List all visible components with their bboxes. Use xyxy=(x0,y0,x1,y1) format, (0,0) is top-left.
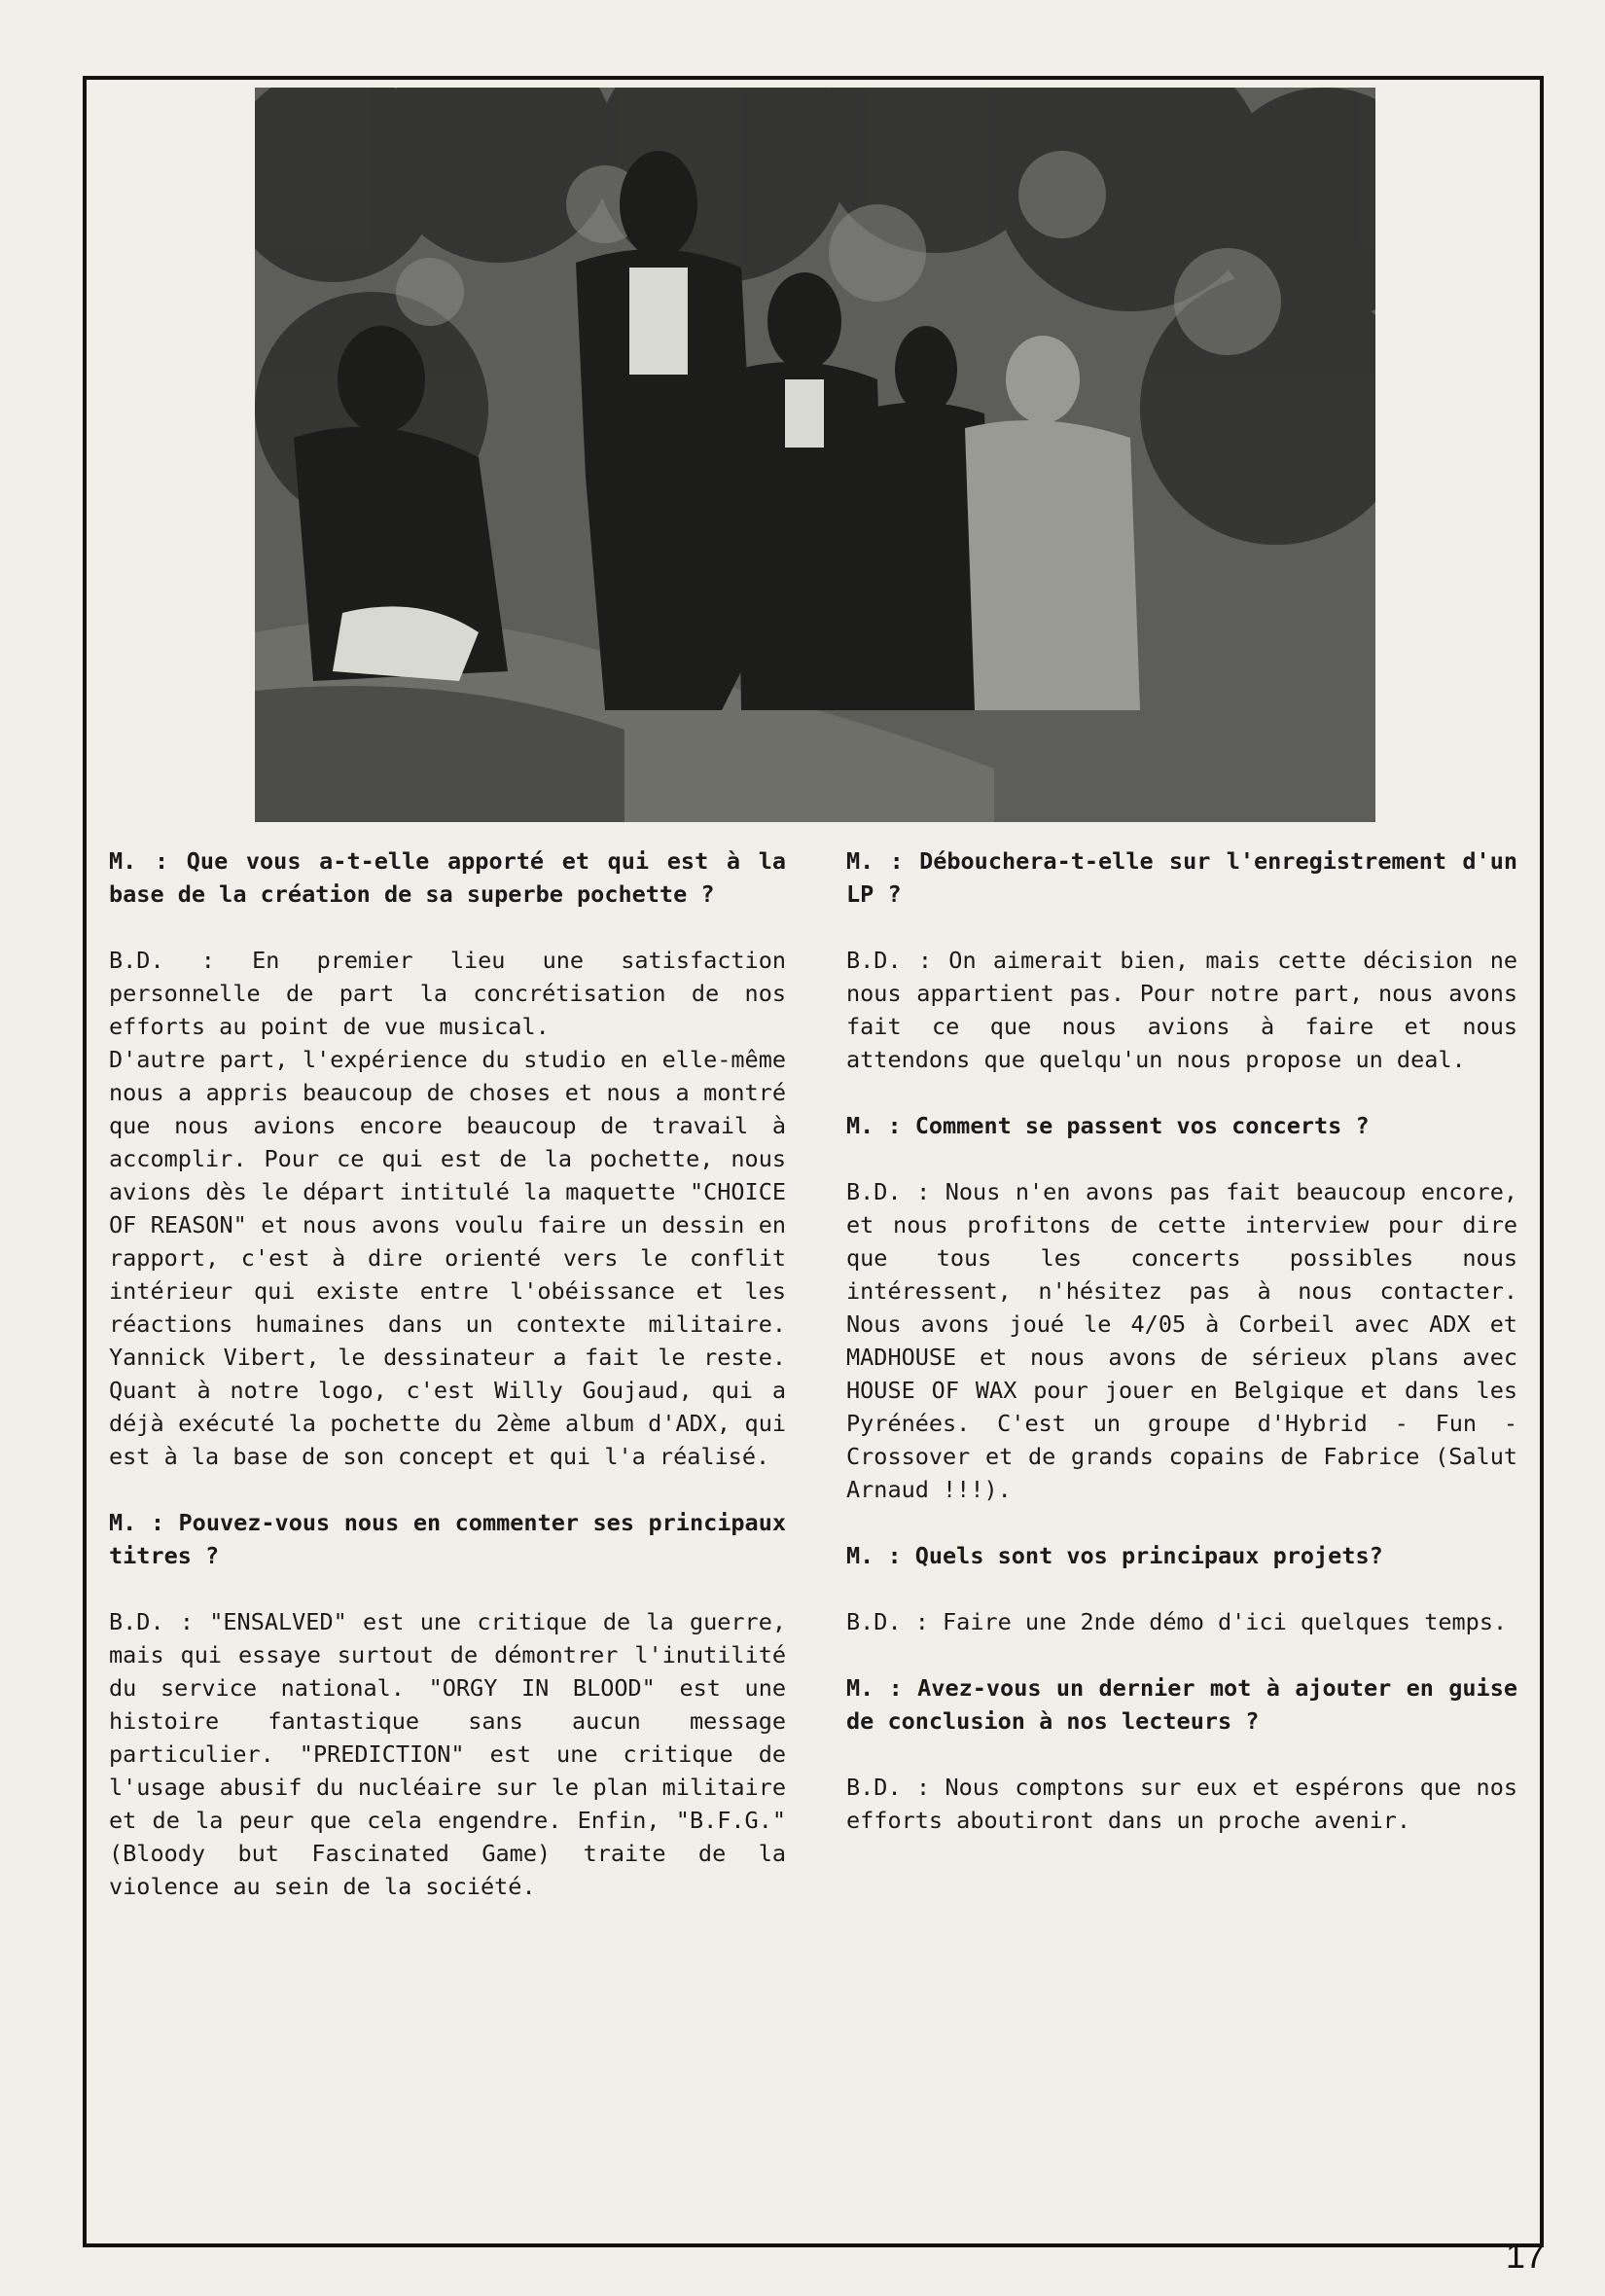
interview-answer: D'autre part, l'expérience du studio en elle-même nous a appris beaucoup de choses et nous a montré que nous avions encore beaucoup de travail à accomplir. Pour ce qui est de la pochette, nous avions dès le départ intitulé la maquette "CHOICE OF REASON" et nous avons voulu faire un dessin en rapport, c'est à dire orienté vers le conflit intérieur qui existe entre l'obéissance et les réactions humaines dans un contexte militaire. Yannick Vibert, le dessinateur a fait le reste. Quant à notre logo, c'est Willy Goujaud, qui a déjà exécuté la pochette du 2ème album d'ADX, qui est à la base de son concept et qui l'a réalisé. xyxy=(109,1046,786,1470)
band-photo xyxy=(255,88,1375,822)
left-column xyxy=(109,844,786,1936)
page-number: 17 xyxy=(1505,2236,1545,2276)
interview-question: M. : Pouvez-vous nous en commenter ses principaux titres ? xyxy=(109,1509,786,1569)
interview-question: M. : Que vous a-t-elle apporté et qui est à la base de la création de sa superbe pochette ? xyxy=(109,847,786,908)
right-column xyxy=(846,844,1517,1870)
interview-question: M. : Quels sont vos principaux projets? xyxy=(846,1542,1383,1569)
interview-question: M. : Débouchera-t-elle sur l'enregistrement d'un LP ? xyxy=(846,847,1517,908)
interview-answer: B.D. : Faire une 2nde démo d'ici quelques temps. xyxy=(846,1608,1508,1635)
interview-answer: B.D. : Nous n'en avons pas fait beaucoup encore, et nous profitons de cette interview pour dire que tous les concerts possibles nous intéressent, n'hésitez pas à nous contacter. Nous avons joué le 4/05 à Corbeil avec ADX et MADHOUSE et nous avons de sérieux plans avec HOUSE OF WAX pour jouer en Belgique et dans les Pyrénées. C'est un groupe d'Hybrid - Fun - Crossover et de grands copains de Fabrice (Salut Arnaud !!!). xyxy=(846,1178,1517,1503)
interview-question: M. : Comment se passent vos concerts ? xyxy=(846,1112,1370,1139)
interview-answer: B.D. : En premier lieu une satisfaction personnelle de part la concrétisation de nos efforts au point de vue musical. xyxy=(109,947,786,1040)
interview-answer: B.D. : Nous comptons sur eux et espérons que nos efforts aboutiront dans un proche avenir. xyxy=(846,1774,1517,1834)
interview-answer: B.D. : On aimerait bien, mais cette décision ne nous appartient pas. Pour notre part, nous avons fait ce que nous avions à faire et nous attendons que quelqu'un nous propose un deal. xyxy=(846,947,1517,1073)
interview-answer: B.D. : "ENSALVED" est une critique de la guerre, mais qui essaye surtout de démontrer l'inutilité du service national. "ORGY IN BLOOD" est une histoire fantastique sans aucun message particulier. "PREDICTION" est une critique de l'usage abusif du nucléaire sur le plan militaire et de la peur que cela engendre. Enfin, "B.F.G." (Bloody but Fascinated Game) traite de la violence au sein de la société. xyxy=(109,1608,786,1900)
interview-question: M. : Avez-vous un dernier mot à ajouter en guise de conclusion à nos lecteurs ? xyxy=(846,1674,1517,1735)
